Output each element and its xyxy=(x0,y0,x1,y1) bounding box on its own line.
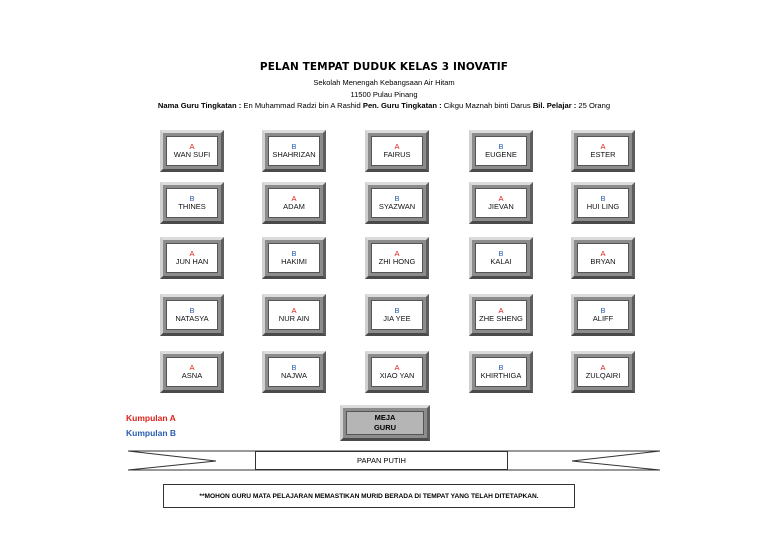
seat-student-name: NUR AIN xyxy=(278,314,310,323)
seat-student-name: SYAZWAN xyxy=(378,202,416,211)
seat-group-label: B xyxy=(600,306,606,316)
seat-group-label: B xyxy=(189,306,195,316)
seat-group-label: B xyxy=(600,194,606,204)
seat-student-name: HAKIMI xyxy=(281,257,307,266)
seat-group-label: B xyxy=(498,142,504,152)
legend-group-a: Kumpulan A xyxy=(126,413,176,423)
seat-student-name: ASNA xyxy=(181,371,203,380)
seat-group-label: A xyxy=(394,363,400,373)
seat-student-name: ZULQAIRI xyxy=(585,371,621,380)
seat-group-label: A xyxy=(394,142,400,152)
seat-student-name: ZHI HONG xyxy=(378,257,416,266)
legend-group-b: Kumpulan B xyxy=(126,428,177,438)
seat-student-name: ZHE SHENG xyxy=(479,314,523,323)
teacher-desk-line2: GURU xyxy=(373,423,397,432)
asst-teacher-value: Cikgu Maznah binti Darus xyxy=(441,101,533,110)
seat-group-label: A xyxy=(189,363,195,373)
page-title: PELAN TEMPAT DUDUK KELAS 3 INOVATIF xyxy=(259,61,509,73)
seat-student-name: JUN HAN xyxy=(175,257,209,266)
seat-student-name: KHIRTHIGA xyxy=(480,371,522,380)
teacher-desk-line1: MEJA xyxy=(374,413,396,423)
seat-group-label: A xyxy=(394,249,400,259)
teacher-label: Nama Guru Tingkatan : xyxy=(157,101,242,110)
seat-student-name: KALAI xyxy=(490,257,512,266)
seat-student-name: JIA YEE xyxy=(383,314,411,323)
seat-student-name: ALIFF xyxy=(592,314,614,323)
seat-student-name: ADAM xyxy=(283,202,305,211)
seat-group-label: A xyxy=(600,363,606,373)
seat-group-label: A xyxy=(600,142,606,152)
seat-student-name: EUGENE xyxy=(485,150,517,159)
seat-group-label: B xyxy=(291,142,297,152)
seat-student-name: ESTER xyxy=(590,150,616,159)
student-count-label: Bil. Pelajar : xyxy=(532,101,577,110)
seat-student-name: XIAO YAN xyxy=(379,371,415,380)
seat-student-name: JIEVAN xyxy=(488,202,514,211)
seat-group-label: A xyxy=(600,249,606,259)
school-name: Sekolah Menengah Kebangsaan Air Hitam xyxy=(313,78,455,87)
asst-teacher-label: Pen. Guru Tingkatan : xyxy=(362,101,442,110)
seat-group-label: B xyxy=(291,363,297,373)
seat-group-label: A xyxy=(189,142,195,152)
whiteboard-label: PAPAN PUTIH xyxy=(255,451,508,470)
seat-group-label: A xyxy=(498,306,504,316)
student-count-value: 25 Orang xyxy=(576,101,611,110)
seat-student-name: WAN SUFI xyxy=(173,150,211,159)
seat-group-label: B xyxy=(498,249,504,259)
seat-group-label: A xyxy=(189,249,195,259)
seat-student-name: NAJWA xyxy=(281,371,307,380)
seat-group-label: A xyxy=(498,194,504,204)
seat-group-label: B xyxy=(189,194,195,204)
seat-group-label: B xyxy=(394,306,400,316)
seat-student-name: NATASYA xyxy=(175,314,209,323)
seat-student-name: FAIRUS xyxy=(383,150,411,159)
seat-group-label: A xyxy=(291,306,297,316)
seat-student-name: SHAHRIZAN xyxy=(272,150,316,159)
seat-student-name: HUI LING xyxy=(586,202,620,211)
school-address: 11500 Pulau Pinang xyxy=(350,90,418,99)
seat-group-label: B xyxy=(498,363,504,373)
notice-box: **MOHON GURU MATA PELAJARAN MEMASTIKAN MURID BERADA DI TEMPAT YANG TELAH DITETAPKAN. xyxy=(163,484,575,508)
seat-group-label: B xyxy=(291,249,297,259)
seat-student-name: BRYAN xyxy=(590,257,616,266)
seat-student-name: THINES xyxy=(178,202,206,211)
seat-group-label: A xyxy=(291,194,297,204)
teacher-value: En Muhammad Radzi bin A Rashid xyxy=(241,101,363,110)
seat-group-label: B xyxy=(394,194,400,204)
